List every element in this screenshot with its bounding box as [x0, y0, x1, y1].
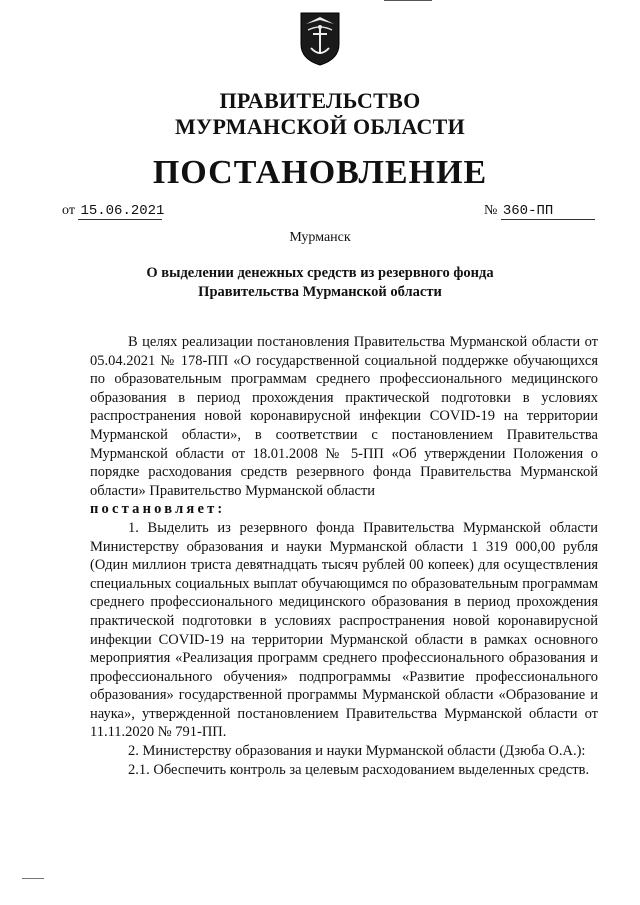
date-value: 15.06.2021: [80, 203, 165, 219]
number-prefix: №: [484, 203, 498, 218]
bottom-edge-line: [22, 878, 44, 879]
city: Мурманск: [289, 230, 351, 245]
number-value: 360-ПП: [501, 203, 595, 220]
government-name-line2: МУРМАНСКОЙ ОБЛАСТИ: [174, 114, 466, 139]
date-prefix: от: [62, 203, 75, 218]
preamble-paragraph: В целях реализации постановления Правительства Мурманской области от 05.04.2021 № 178-ПП «О государственной социальной поддержке обучающихся по образовательным программам среднего профессионального медицинского образования в период прохождения практической подготовки в условиях распространения новой коронавирусной инфекции COVID-19 на территории Мурманской области», в соответствии с постановлением Правительства Мурманской области от 18.01.2008 № 5-ПП «Об утверждении Положения о порядке расходования средств резервного фонда Правительства Мурманской области» Правительство Мурманской области: [90, 334, 598, 499]
coat-of-arms-icon: [298, 10, 342, 66]
document-type: ПОСТАНОВЛЕНИЕ: [152, 154, 488, 191]
top-edge-line: [384, 0, 432, 1]
document-title: [90, 264, 550, 302]
government-name-line1: ПРАВИТЕЛЬСТВО: [219, 88, 421, 113]
document-title-line1: О выделении денежных средств из резервного фонда: [146, 265, 494, 281]
document-title-line2: Правительства Мурманской области: [198, 284, 442, 300]
government-name: [0, 88, 640, 140]
document-body: [90, 333, 598, 779]
number-field: [484, 203, 595, 220]
date-field: [62, 203, 165, 220]
item-2-paragraph: 2. Министерству образования и науки Мурманской области (Дзюба О.А.):: [128, 743, 586, 760]
resolves-word: постановляет:: [90, 501, 226, 518]
item-1-paragraph: 1. Выделить из резервного фонда Правительства Мурманской области Министерству образования и науки Мурманской области 1 319 000,00 рубля (Один миллион триста девятнадцать тысяч рублей 00 копеек) для осуществления специальных социальных выплат обучающимся по образовательным программам среднего профессионального медицинского образования в период прохождения практической подготовки в условиях распространения новой коронавирусной инфекции COVID-19 на территории Мурманской области в рамках основного мероприятия «Реализация программ среднего профессионального образования и профессионального обучения» подпрограммы «Развитие профессионального образования» государственной программы Мурманской области «Образование и наука», утвержденной постановлением Правительства Мурманской области от 11.11.2020 № 791-ПП.: [90, 519, 598, 741]
item-2-1-paragraph: 2.1. Обеспечить контроль за целевым расходованием выделенных средств.: [128, 761, 590, 778]
